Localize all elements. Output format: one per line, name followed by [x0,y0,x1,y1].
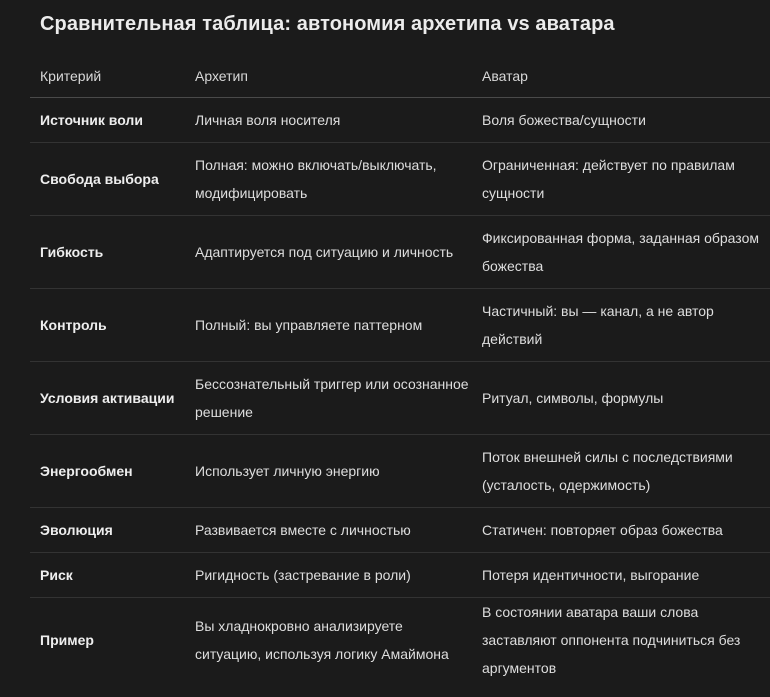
archetype-cell: Адаптируется под ситуацию и личность [185,216,472,289]
avatar-cell: Воля божества/сущности [472,98,770,143]
archetype-cell: Бессознательный триггер или осознанное решение [185,362,472,435]
criterion-cell: Эволюция [30,508,185,553]
avatar-cell: Потеря идентичности, выгорание [472,553,770,598]
table-header [30,54,770,98]
table-row [30,362,770,435]
avatar-cell: Статичен: повторяет образ божества [472,508,770,553]
avatar-cell: В состоянии аватара ваши слова заставляют оппонента подчиниться без аргументов [482,604,741,676]
table-body [30,98,770,683]
table-row [30,216,770,289]
avatar-cell: Фиксированная форма, заданная образом божества [472,216,770,289]
criterion-cell: Условия активации [30,362,185,435]
header-criterion: Критерий [30,54,185,98]
avatar-cell: Частичный: вы — канал, а не автор действий [472,289,770,362]
table-row [30,508,770,553]
criterion-cell: Риск [30,553,185,598]
criterion-cell: Энергообмен [30,435,185,508]
table-row [30,553,770,598]
header-archetype: Архетип [185,54,472,98]
archetype-cell: Вы хладнокровно анализируете ситуацию, используя логику Амаймона [195,618,449,662]
header-row [30,54,770,98]
archetype-cell: Ригидность (застревание в роли) [185,553,472,598]
table-row [30,98,770,143]
page-title: Сравнительная таблица: автономия архетипа vs аватара [40,13,615,35]
avatar-cell: Ритуал, символы, формулы [472,362,770,435]
criterion-cell: Свобода выбора [30,143,185,216]
archetype-cell: Развивается вместе с личностью [185,508,472,553]
criterion-cell: Контроль [30,289,185,362]
archetype-cell: Полная: можно включать/выключать, модифицировать [185,143,472,216]
archetype-cell: Использует личную энергию [185,435,472,508]
header-avatar: Аватар [472,54,770,98]
table-row [30,289,770,362]
criterion-cell: Источник воли [30,98,185,143]
comparison-table [30,54,770,682]
table-row [30,598,770,683]
avatar-cell: Ограниченная: действует по правилам сущности [472,143,770,216]
archetype-cell: Полный: вы управляете паттерном [185,289,472,362]
avatar-cell: Поток внешней силы с последствиями (усталость, одержимость) [472,435,770,508]
criterion-cell: Гибкость [30,216,185,289]
criterion-cell: Пример [40,632,94,648]
table-row [30,143,770,216]
table-row [30,435,770,508]
archetype-cell: Личная воля носителя [185,98,472,143]
